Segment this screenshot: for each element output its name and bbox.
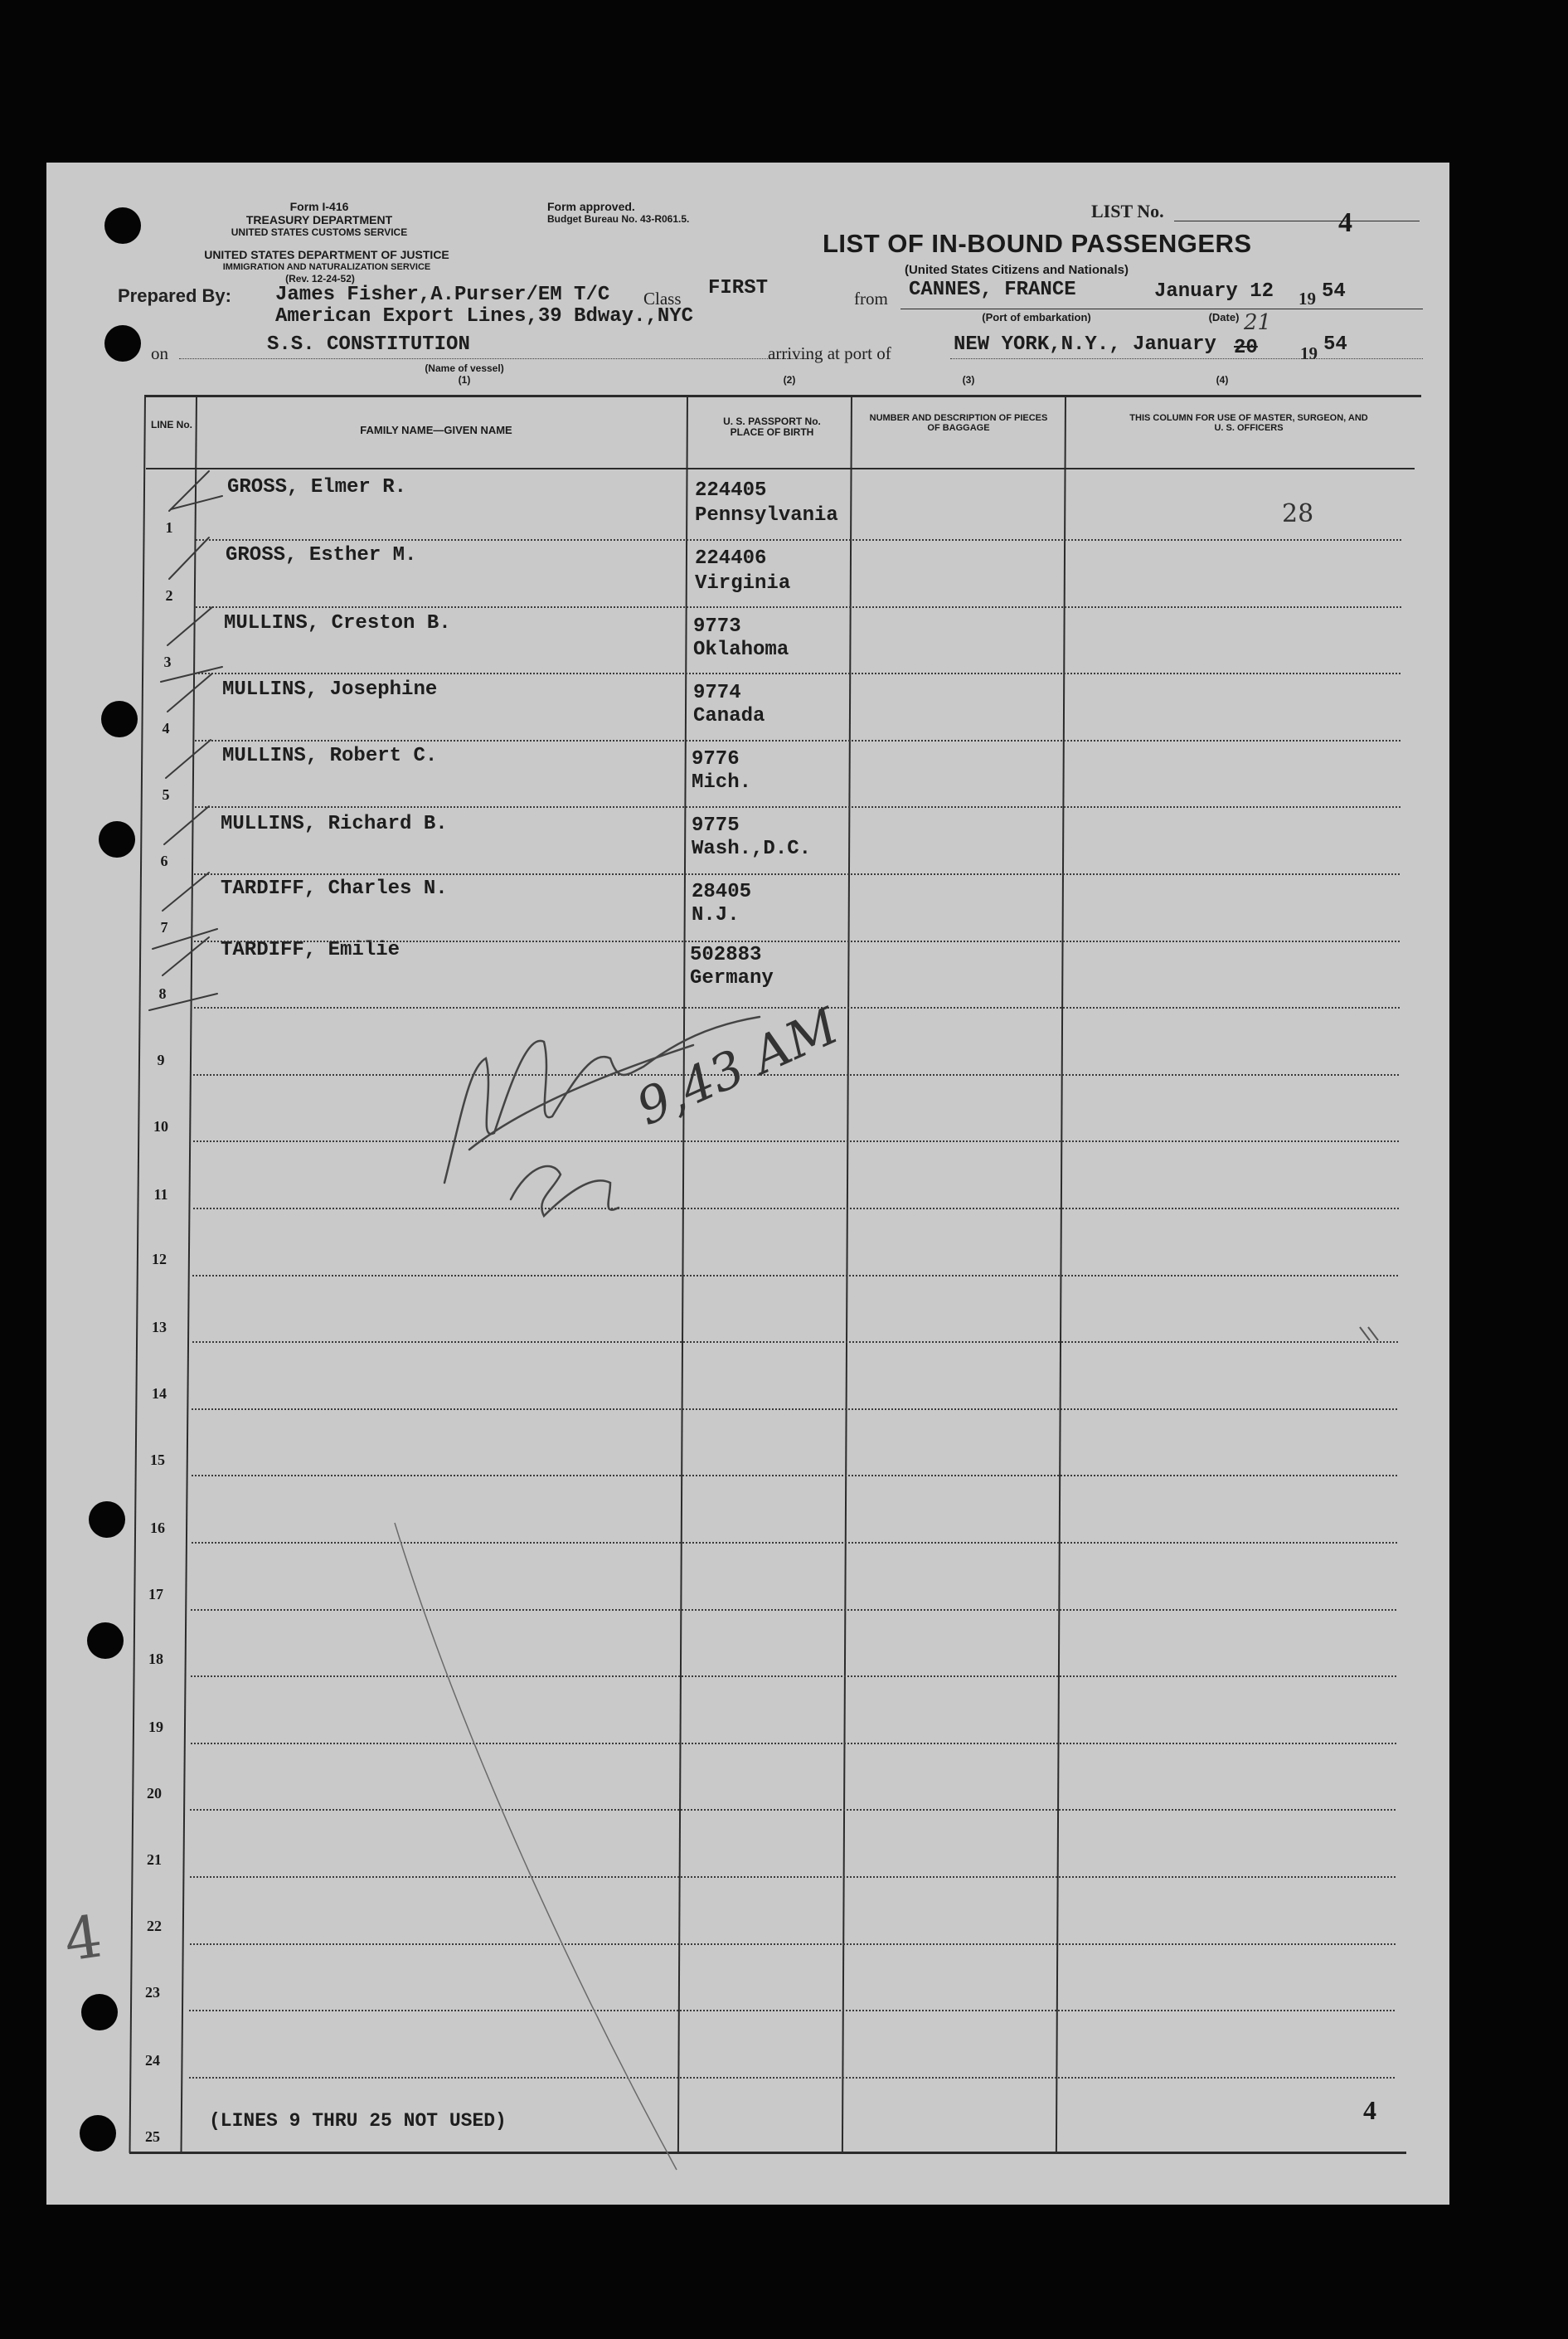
page-subtitle: (United States Citizens and Nationals) xyxy=(904,263,1129,277)
revision: (Rev. 12-24-52) xyxy=(285,273,355,284)
pencil-tick xyxy=(1360,1327,1378,1340)
passenger-name: MULLINS, Robert C. xyxy=(222,745,438,767)
row-line-number: 22 xyxy=(147,1918,162,1934)
row-line-number: 20 xyxy=(147,1785,162,1802)
vessel-line xyxy=(179,358,809,359)
justice-department: UNITED STATES DEPARTMENT OF JUSTICE xyxy=(204,248,449,261)
passport-number: 9776 xyxy=(692,748,740,771)
row-rule xyxy=(195,673,1401,674)
row-rule xyxy=(191,1743,1396,1744)
passport-number: 28405 xyxy=(692,881,752,903)
passport-number: 502883 xyxy=(690,944,762,966)
margin-mark: 4 xyxy=(60,1902,107,1975)
passport-number: 9775 xyxy=(692,815,740,837)
pencil-check-mark xyxy=(167,607,212,645)
arrival-day-struck: 20 xyxy=(1234,337,1258,359)
year-prefix-1: 19 xyxy=(1299,289,1316,309)
arriving-label: arriving at port of xyxy=(768,343,891,363)
row-line-number: 25 xyxy=(145,2128,160,2145)
row-line-number: 9 xyxy=(157,1052,165,1068)
treasury-department: TREASURY DEPARTMENT xyxy=(245,213,393,226)
row-rule xyxy=(193,1208,1399,1209)
handwritten-time: 9,43 AM xyxy=(628,997,847,1137)
passenger-name: TARDIFF, Charles N. xyxy=(221,878,448,900)
row-rule xyxy=(192,1275,1398,1276)
passenger-name: MULLINS, Josephine xyxy=(222,678,438,701)
punch-hole xyxy=(80,2115,116,2152)
punch-hole xyxy=(89,1501,125,1538)
passenger-name: GROSS, Elmer R. xyxy=(227,476,407,498)
arrival-day-corrected: 21 xyxy=(1244,310,1272,335)
table-top-border xyxy=(144,395,1421,397)
officer-note: 28 xyxy=(1282,499,1314,528)
row-line-number: 18 xyxy=(148,1651,163,1667)
pencil-check-mark xyxy=(166,740,211,778)
vessel-name: S.S. CONSTITUTION xyxy=(267,333,470,356)
passport-number: 9774 xyxy=(693,682,741,704)
row-rule xyxy=(189,2077,1395,2079)
row-rule xyxy=(190,1943,1396,1945)
row-rule xyxy=(192,1341,1398,1343)
punch-hole xyxy=(87,1622,124,1659)
class-value: FIRST xyxy=(708,277,769,299)
table-left-border xyxy=(129,395,146,2153)
row-line-number: 17 xyxy=(148,1586,163,1602)
class-label: Class xyxy=(643,289,682,309)
port-embarkation-caption: (Port of embarkation) xyxy=(982,311,1091,323)
form-approved: Form approved. xyxy=(547,200,635,213)
punch-hole xyxy=(101,701,138,737)
footer-list-number: 4 xyxy=(1363,2095,1376,2125)
on-label: on xyxy=(151,343,168,363)
row-line-number: 5 xyxy=(162,786,170,803)
birthplace: Virginia xyxy=(695,572,791,595)
pencil-check-mark xyxy=(169,471,209,511)
prepared-by-value: James Fisher,A.Purser/EM T/C xyxy=(275,284,610,306)
row-rule xyxy=(191,1609,1396,1611)
row-rule xyxy=(196,606,1401,608)
table-bottom-border xyxy=(129,2152,1406,2154)
vessel-caption: (Name of vessel) xyxy=(425,362,504,374)
page-title: LIST OF IN-BOUND PASSENGERS xyxy=(823,229,1252,258)
passenger-name: MULLINS, Richard B. xyxy=(221,813,448,835)
from-label: from xyxy=(854,289,888,309)
row-rule xyxy=(195,740,1401,742)
column-3-number: (3) xyxy=(962,374,975,386)
col-header-line-no: LINE No. xyxy=(151,419,192,430)
list-number: 4 xyxy=(1338,207,1352,238)
col-header-name: FAMILY NAME—GIVEN NAME xyxy=(360,424,512,436)
pencil-check-mark xyxy=(163,937,209,975)
birthplace: Pennsylvania xyxy=(695,504,838,527)
row-rule xyxy=(192,1542,1397,1544)
row-rule xyxy=(194,873,1400,875)
row-line-number: 7 xyxy=(160,919,168,936)
row-rule xyxy=(193,1074,1399,1076)
passenger-name: MULLINS, Creston B. xyxy=(224,612,451,635)
row-line-number: 11 xyxy=(153,1186,168,1203)
row-line-number: 19 xyxy=(148,1719,163,1735)
row-line-number: 3 xyxy=(163,654,172,670)
passport-number: 224406 xyxy=(695,547,767,570)
departure-year: 54 xyxy=(1322,280,1346,303)
year-prefix-2: 19 xyxy=(1300,343,1318,363)
birthplace: Canada xyxy=(693,705,765,727)
row-line-number: 16 xyxy=(150,1520,165,1536)
table-header-rule xyxy=(146,468,1415,469)
row-line-number: 8 xyxy=(158,985,167,1002)
customs-service: UNITED STATES CUSTOMS SERVICE xyxy=(231,226,408,238)
list-number-label: LIST No. xyxy=(1091,201,1164,221)
row-line-number: 4 xyxy=(162,720,170,737)
unused-lines-note: (LINES 9 THRU 25 NOT USED) xyxy=(209,2110,507,2132)
row-rule xyxy=(191,1675,1396,1677)
birthplace: N.J. xyxy=(692,904,740,926)
row-rule xyxy=(192,1408,1397,1410)
column-2-number: (2) xyxy=(783,374,796,386)
punch-hole xyxy=(104,325,141,362)
col-header-baggage: NUMBER AND DESCRIPTION OF PIECES OF BAGGAGE xyxy=(869,413,1048,434)
punch-hole xyxy=(104,207,141,244)
birthplace: Oklahoma xyxy=(693,639,789,661)
date-caption: (Date) xyxy=(1208,311,1240,323)
column-4-number: (4) xyxy=(1216,374,1229,386)
row-line-number: 6 xyxy=(160,853,168,869)
row-line-number: 24 xyxy=(145,2052,160,2069)
pencil-stroke xyxy=(395,1523,677,2170)
row-line-number: 23 xyxy=(145,1984,160,2001)
birthplace: Germany xyxy=(690,967,774,990)
row-rule xyxy=(190,1809,1396,1811)
arrival-year: 54 xyxy=(1323,333,1347,356)
form-number: Form I-416 xyxy=(289,200,349,213)
column-1-number: (1) xyxy=(458,374,471,386)
punch-hole xyxy=(81,1994,118,2030)
punch-hole xyxy=(99,821,135,858)
row-line-number: 2 xyxy=(165,587,173,604)
prepared-by-label: Prepared By: xyxy=(118,285,231,306)
row-line-number: 21 xyxy=(147,1851,162,1868)
departure-date: January 12 xyxy=(1154,280,1274,303)
row-line-number: 10 xyxy=(153,1118,168,1135)
birthplace: Wash.,D.C. xyxy=(692,838,812,860)
pencil-check-mark xyxy=(163,873,209,911)
row-rule xyxy=(194,941,1400,942)
from-value: CANNES, FRANCE xyxy=(909,279,1076,301)
passport-number: 9773 xyxy=(693,615,741,638)
row-rule xyxy=(190,1876,1396,1878)
passenger-name: TARDIFF, Emilie xyxy=(221,939,400,961)
row-line-number: 1 xyxy=(165,519,173,536)
row-line-number: 15 xyxy=(150,1452,165,1468)
col-header-officers: THIS COLUMN FOR USE OF MASTER, SURGEON, AND U. S. OFFICERS xyxy=(1129,413,1368,434)
row-line-number: 12 xyxy=(152,1251,167,1267)
row-rule xyxy=(193,1140,1399,1142)
row-rule xyxy=(195,806,1401,808)
arrival-line xyxy=(950,358,1423,359)
row-line-number: 13 xyxy=(152,1319,167,1335)
passport-number: 224405 xyxy=(695,479,767,502)
row-line-number: 14 xyxy=(152,1385,167,1402)
pencil-check-mark xyxy=(164,806,209,844)
passenger-name: GROSS, Esther M. xyxy=(226,544,417,567)
col-header-passport: U. S. PASSPORT No. PLACE OF BIRTH xyxy=(723,416,821,439)
pencil-check-mark xyxy=(171,496,222,509)
row-rule xyxy=(189,2010,1395,2011)
pencil-check-mark xyxy=(169,537,209,579)
company-address: American Export Lines,39 Bdway.,NYC xyxy=(275,305,694,328)
form-sheet xyxy=(46,163,1449,2205)
row-rule xyxy=(196,539,1401,541)
row-rule xyxy=(192,1475,1397,1476)
birthplace: Mich. xyxy=(692,771,752,794)
budget-bureau: Budget Bureau No. 43-R061.5. xyxy=(547,213,690,225)
pencil-check-mark xyxy=(167,673,212,712)
ins-service: IMMIGRATION AND NATURALIZATION SERVICE xyxy=(222,262,431,272)
arrival-port: NEW YORK,N.Y., January xyxy=(954,333,1216,356)
